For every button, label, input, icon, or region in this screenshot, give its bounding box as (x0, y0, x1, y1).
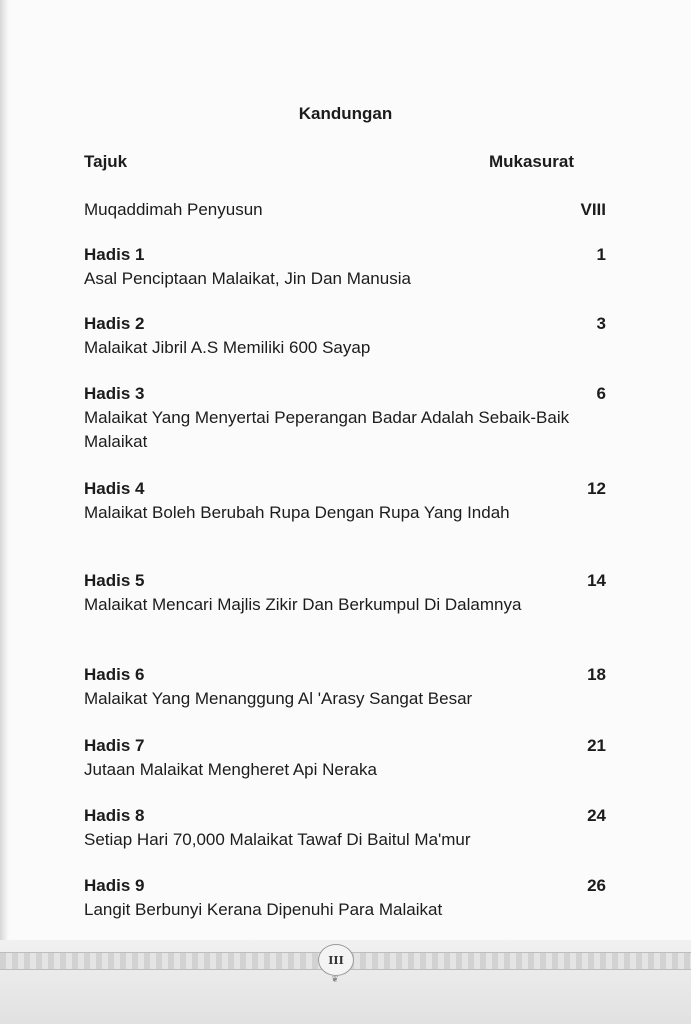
toc-entry-description: Setiap Hari 70,000 Malaikat Tawaf Di Baitul Ma'mur (84, 830, 471, 849)
toc-entry-page: 6 (596, 384, 606, 403)
column-header-title: Tajuk (84, 152, 128, 171)
toc-entry-description: Asal Penciptaan Malaikat, Jin Dan Manusia (84, 269, 411, 288)
toc-entry-page: 14 (587, 571, 606, 590)
toc-entry-description: Malaikat Jibril A.S Memiliki 600 Sayap (84, 338, 371, 357)
toc-entry[interactable] (84, 569, 606, 617)
toc-entry-description: Malaikat Yang Menyertai Peperangan Badar Adalah Sebaik-Baik Malaikat (84, 408, 570, 451)
toc-entry-page: 12 (587, 479, 606, 498)
toc-entry-description: Jutaan Malaikat Mengheret Api Neraka (84, 760, 377, 779)
toc-entry-heading: Hadis 2 (84, 314, 145, 333)
toc-entry-page: 3 (596, 314, 606, 333)
toc-entry[interactable] (84, 312, 606, 360)
toc-entry-heading: Hadis 8 (84, 806, 145, 825)
toc-entry-description: Malaikat Boleh Berubah Rupa Dengan Rupa Yang Indah (84, 503, 510, 522)
toc-entry-heading: Hadis 9 (84, 876, 145, 895)
toc-entry-page: 21 (587, 736, 606, 755)
toc-entry-page: 24 (587, 806, 606, 825)
column-header-page: Mukasurat (488, 152, 574, 171)
toc-entry[interactable] (84, 663, 606, 711)
flourish-ornament-icon: ❦ (331, 974, 339, 984)
toc-entry[interactable] (84, 243, 606, 291)
toc-entry-heading: Hadis 1 (84, 245, 145, 264)
toc-entry-page: VIII (580, 200, 606, 219)
page-number-medallion (318, 944, 354, 976)
toc-entry-heading: Hadis 7 (84, 736, 145, 755)
toc-entry-heading: Hadis 3 (84, 384, 145, 403)
toc-entry-heading: Hadis 5 (84, 571, 145, 590)
toc-entry[interactable] (84, 874, 606, 922)
page-footer (0, 940, 691, 1024)
toc-entry[interactable] (84, 382, 606, 454)
toc-entry-intro[interactable] (84, 198, 606, 222)
toc-entry-page: 26 (587, 876, 606, 895)
toc-entry-heading: Hadis 6 (84, 665, 145, 684)
toc-entry-description: Malaikat Yang Menanggung Al 'Arasy Sangat Besar (84, 689, 473, 708)
page-title: Kandungan (298, 104, 393, 123)
book-spine-shadow (0, 0, 9, 1024)
toc-entry-description: Malaikat Mencari Majlis Zikir Dan Berkumpul Di Dalamnya (84, 595, 522, 614)
toc-entry-page: 18 (587, 665, 606, 684)
toc-entry[interactable] (84, 734, 606, 782)
page-number: III (328, 953, 344, 967)
toc-entry[interactable] (84, 804, 606, 852)
toc-entry-label: Muqaddimah Penyusun (84, 200, 263, 219)
toc-entry[interactable] (84, 477, 606, 525)
toc-entry-heading: Hadis 4 (84, 479, 145, 498)
toc-entry-description: Langit Berbunyi Kerana Dipenuhi Para Malaikat (84, 900, 443, 919)
toc-entry-page: 1 (596, 245, 606, 264)
